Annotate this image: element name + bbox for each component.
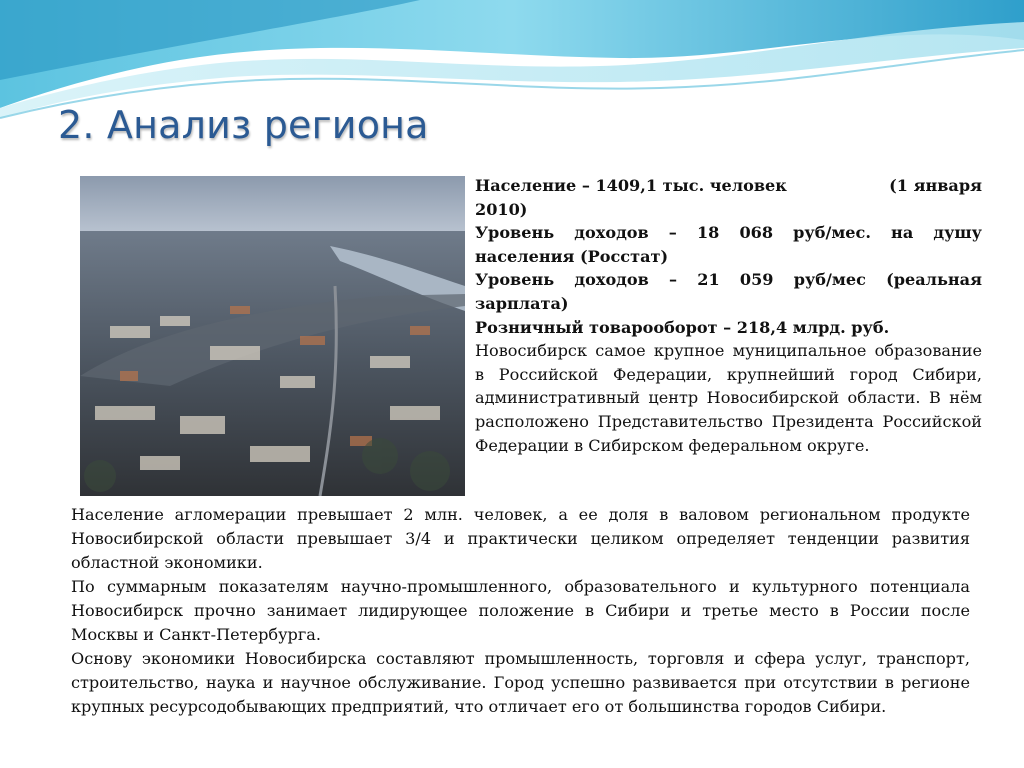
key-facts (475, 174, 982, 457)
population-line (475, 174, 982, 198)
page-title: 2. Анализ региона (58, 103, 429, 147)
income-salary: Уровень доходов – 21 059 руб/мес (реальная зарплата) (475, 270, 982, 313)
paragraph-economy-basis: Основу экономики Новосибирска составляют промышленность, торговля и сфера услуг, транспорт, строительство, наука и научное обслуживание. Город успешно развивается при отсутствии в регионе крупных ресурсодобывающих предприятий, что отличает его от большинства городов Сибири. (71, 649, 970, 716)
population-date: (1 января (889, 176, 982, 195)
paragraph-potential: По суммарным показателям научно-промышленного, образовательного и культурного потенциала Новосибирск прочно занимает лидирующее положение в Сибири и третье место в России после Москвы и Санкт-Петербурга. (71, 577, 970, 644)
population-label: Население – 1409,1 тыс. человек (475, 176, 787, 195)
population-year: 2010) (475, 199, 528, 219)
city-description: Новосибирск самое крупное муниципальное образование в Российской Федерации, крупнейший город Сибири, административный центр Новосибирской области. В нём расположено Представительство Президента Российской Федерации в Сибирском федеральном округе. (475, 341, 982, 455)
income-percapita: Уровень доходов – 18 068 руб/мес. на душу населения (Росстат) (475, 223, 982, 266)
retail-turnover: Розничный товарооборот – 218,4 млрд. руб. (475, 317, 890, 337)
economy-text (71, 503, 970, 719)
paragraph-agglomeration: Население агломерации превышает 2 млн. человек, а ее доля в валовом региональном продукте Новосибирской области превышает 3/4 и практически целиком определяет тенденции развития областной экономики. (71, 505, 970, 572)
city-aerial-photo (80, 176, 465, 496)
